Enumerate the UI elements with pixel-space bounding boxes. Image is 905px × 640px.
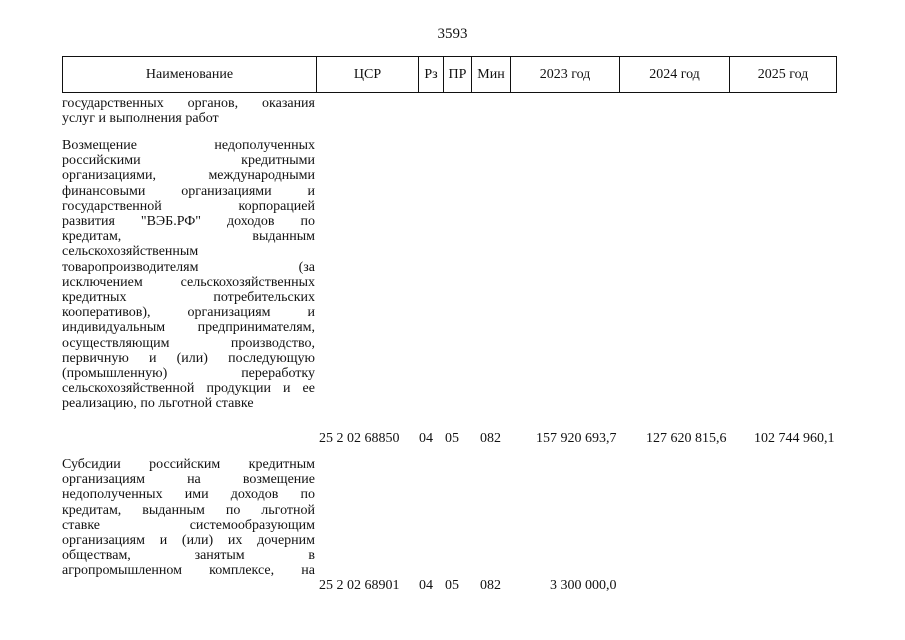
row-name-line: кредитам, выданным по льготной bbox=[62, 502, 315, 518]
header-csr: ЦСР bbox=[317, 57, 419, 93]
header-pr: ПР bbox=[444, 57, 472, 93]
row-pr: 05 bbox=[445, 431, 459, 446]
header-2025: 2025 год bbox=[730, 57, 837, 93]
row-min: 082 bbox=[480, 578, 501, 593]
row-name-line: реализацию, по льготной ставке bbox=[62, 396, 254, 412]
row-2023: 3 300 000,0 bbox=[550, 578, 617, 593]
row-csr: 25 2 02 68850 bbox=[319, 431, 400, 446]
header-2023: 2023 год bbox=[511, 57, 620, 93]
row-name-line: услуг и выполнения работ bbox=[62, 111, 219, 127]
row-name bbox=[62, 96, 315, 126]
row-name bbox=[62, 138, 315, 412]
row-name-line: индивидуальным предпринимателям, bbox=[62, 320, 315, 336]
row-name-line: агропромышленном комплексе, на bbox=[62, 563, 315, 579]
row-name-line: осуществляющим производство, bbox=[62, 335, 315, 351]
row-name-line: первичную и (или) последующую bbox=[62, 350, 315, 366]
row-name-line: российскими кредитными bbox=[62, 153, 315, 169]
row-name-line: развития "ВЭБ.РФ" доходов по bbox=[62, 214, 315, 230]
row-name-line: сельскохозяйственной продукции и ее bbox=[62, 381, 315, 397]
header-rz: Рз bbox=[419, 57, 444, 93]
row-2024: 127 620 815,6 bbox=[646, 431, 727, 446]
row-pr: 05 bbox=[445, 578, 459, 593]
row-2025: 102 744 960,1 bbox=[754, 431, 835, 446]
row-name-line: кооперативов), организациям и bbox=[62, 305, 315, 321]
header-name: Наименование bbox=[63, 57, 317, 93]
row-rz: 04 bbox=[419, 431, 433, 446]
table-row bbox=[62, 138, 842, 448]
row-name-line: товаропроизводителям (за bbox=[62, 259, 315, 275]
row-name-line: Возмещение недополученных bbox=[62, 138, 315, 153]
table-row bbox=[62, 96, 842, 130]
row-min: 082 bbox=[480, 431, 501, 446]
table-row bbox=[62, 457, 842, 597]
row-name-line: недополученных ими доходов по bbox=[62, 487, 315, 503]
row-csr: 25 2 02 68901 bbox=[319, 578, 400, 593]
row-rz: 04 bbox=[419, 578, 433, 593]
row-name-line: Субсидии российским кредитным bbox=[62, 457, 315, 472]
page-number: 3593 bbox=[437, 26, 468, 42]
header-2024: 2024 год bbox=[620, 57, 730, 93]
header-min: Мин bbox=[472, 57, 511, 93]
row-name-line: кредитам, выданным bbox=[62, 229, 315, 245]
row-name bbox=[62, 457, 315, 579]
row-name-line: кредитных потребительских bbox=[62, 290, 315, 306]
row-2023: 157 920 693,7 bbox=[536, 431, 617, 446]
row-name-line: организациям на возмещение bbox=[62, 472, 315, 488]
row-name-line: государственных органов, оказания bbox=[62, 96, 315, 111]
row-name-line: финансовыми организациями и bbox=[62, 183, 315, 199]
row-name-line: (промышленную) переработку bbox=[62, 366, 315, 382]
row-name-line: организациям и (или) их дочерним bbox=[62, 533, 315, 549]
row-name-line: государственной корпорацией bbox=[62, 198, 315, 214]
row-name-line: организациями, международными bbox=[62, 168, 315, 184]
row-name-line: обществам, занятым в bbox=[62, 548, 315, 564]
row-name-line: исключением сельскохозяйственных bbox=[62, 274, 315, 290]
table-header bbox=[62, 56, 837, 93]
row-name-line: сельскохозяйственным bbox=[62, 244, 199, 260]
row-name-line: ставке системообразующим bbox=[62, 517, 315, 533]
